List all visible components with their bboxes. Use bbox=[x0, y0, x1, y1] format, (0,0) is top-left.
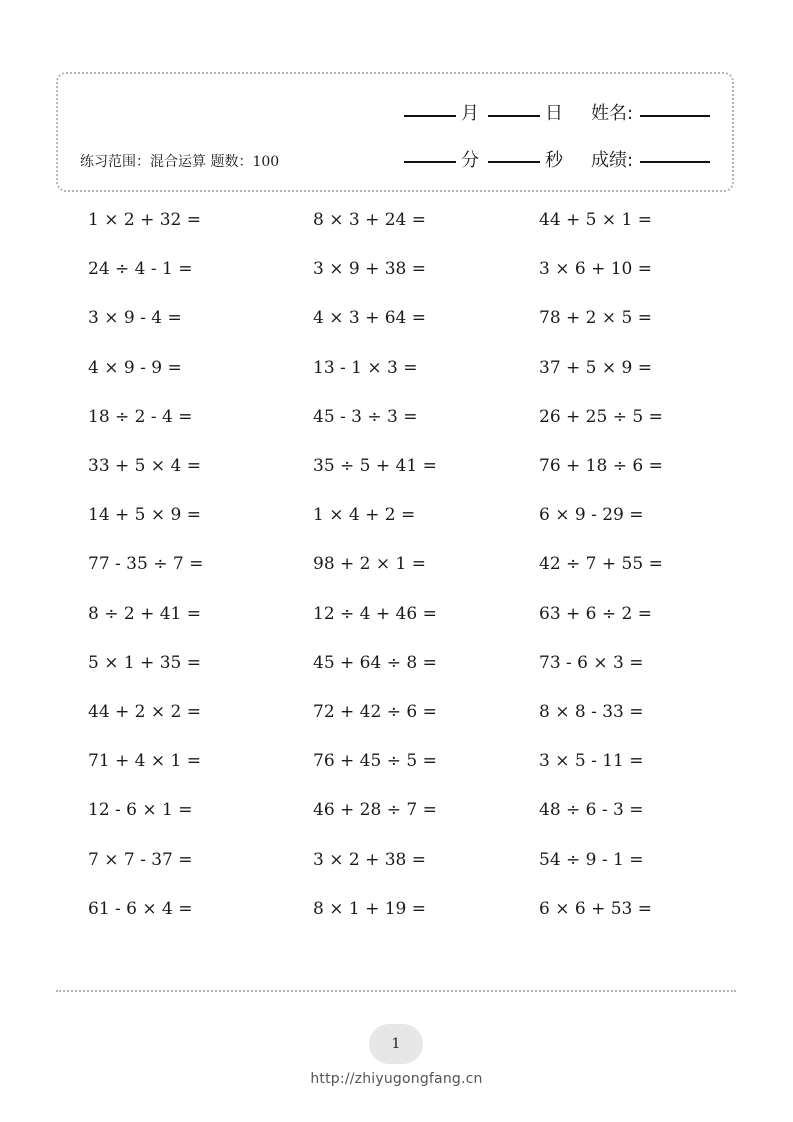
second-blank[interactable] bbox=[488, 161, 540, 163]
footer-divider bbox=[56, 990, 736, 992]
math-problem: 26 + 25 ÷ 5 = bbox=[539, 406, 663, 427]
math-problem: 1 × 2 + 32 = bbox=[88, 210, 202, 230]
math-problem: 45 + 64 ÷ 8 = bbox=[313, 652, 437, 673]
math-problem: 3 × 2 + 38 = bbox=[313, 849, 427, 870]
page-number: 1 bbox=[391, 1036, 401, 1052]
math-problem: 46 + 28 ÷ 7 = bbox=[313, 800, 437, 821]
math-problem: 73 - 6 × 3 = bbox=[539, 652, 644, 673]
math-problem: 6 × 9 - 29 = bbox=[539, 505, 644, 526]
header-box bbox=[56, 72, 734, 192]
math-problem: 45 - 3 ÷ 3 = bbox=[313, 406, 418, 427]
math-problem: 3 × 9 + 38 = bbox=[313, 259, 427, 280]
problem-count: 100 bbox=[252, 154, 280, 170]
math-problem: 37 + 5 × 9 = bbox=[539, 357, 653, 378]
math-problem: 8 × 1 + 19 = bbox=[313, 898, 427, 919]
math-problem: 35 ÷ 5 + 41 = bbox=[313, 456, 437, 476]
math-problem: 13 - 1 × 3 = bbox=[313, 357, 418, 378]
score-label: 成绩: bbox=[591, 150, 634, 171]
month-blank[interactable] bbox=[404, 115, 456, 117]
math-problem: 63 + 6 ÷ 2 = bbox=[539, 603, 653, 624]
math-problem: 76 + 45 ÷ 5 = bbox=[313, 751, 437, 772]
second-label: 秒 bbox=[545, 150, 563, 171]
math-problem: 8 × 8 - 33 = bbox=[539, 702, 644, 722]
math-problem: 76 + 18 ÷ 6 = bbox=[539, 456, 663, 476]
month-label: 月 bbox=[461, 103, 479, 124]
math-problem: 7 × 7 - 37 = bbox=[88, 849, 193, 870]
page-number-badge bbox=[369, 1024, 423, 1064]
math-problem: 3 × 6 + 10 = bbox=[539, 259, 653, 280]
math-problem: 71 + 4 × 1 = bbox=[88, 751, 202, 772]
math-problem: 48 ÷ 6 - 3 = bbox=[539, 800, 644, 821]
math-problem: 98 + 2 × 1 = bbox=[313, 554, 427, 575]
name-blank[interactable] bbox=[640, 115, 710, 117]
math-problem: 3 × 9 - 4 = bbox=[88, 308, 182, 329]
math-problem: 5 × 1 + 35 = bbox=[88, 652, 202, 673]
math-problem: 42 ÷ 7 + 55 = bbox=[539, 554, 663, 575]
math-problem: 44 + 2 × 2 = bbox=[88, 702, 202, 722]
minute-blank[interactable] bbox=[404, 161, 456, 163]
math-problem: 61 - 6 × 4 = bbox=[88, 898, 193, 919]
math-problem: 4 × 9 - 9 = bbox=[88, 357, 182, 378]
math-problem: 6 × 6 + 53 = bbox=[539, 898, 653, 919]
math-problem: 8 × 3 + 24 = bbox=[313, 210, 427, 230]
math-problem: 72 + 42 ÷ 6 = bbox=[313, 702, 437, 722]
practice-scope-text: 练习范围：混合运算 题数： bbox=[80, 154, 253, 170]
math-problem: 18 ÷ 2 - 4 = bbox=[88, 406, 193, 427]
math-problem: 44 + 5 × 1 = bbox=[539, 210, 653, 230]
math-problem: 24 ÷ 4 - 1 = bbox=[88, 259, 193, 280]
math-problem: 4 × 3 + 64 = bbox=[313, 308, 427, 329]
minute-label: 分 bbox=[461, 150, 479, 171]
math-problem: 12 ÷ 4 + 46 = bbox=[313, 603, 437, 624]
practice-scope bbox=[80, 151, 279, 171]
math-problem: 14 + 5 × 9 = bbox=[88, 505, 202, 526]
math-problem: 77 - 35 ÷ 7 = bbox=[88, 554, 204, 575]
math-problem: 8 ÷ 2 + 41 = bbox=[88, 603, 202, 624]
website-url[interactable]: http://zhiyugongfang.cn bbox=[310, 1071, 483, 1087]
math-problem: 78 + 2 × 5 = bbox=[539, 308, 653, 329]
day-label: 日 bbox=[545, 103, 563, 124]
score-blank[interactable] bbox=[640, 161, 710, 163]
math-problem: 1 × 4 + 2 = bbox=[313, 505, 416, 526]
day-blank[interactable] bbox=[488, 115, 540, 117]
math-problem: 33 + 5 × 4 = bbox=[88, 456, 202, 476]
math-problem: 54 ÷ 9 - 1 = bbox=[539, 849, 644, 870]
name-label: 姓名: bbox=[591, 103, 634, 124]
math-problem: 12 - 6 × 1 = bbox=[88, 800, 193, 821]
math-problem: 3 × 5 - 11 = bbox=[539, 751, 644, 772]
